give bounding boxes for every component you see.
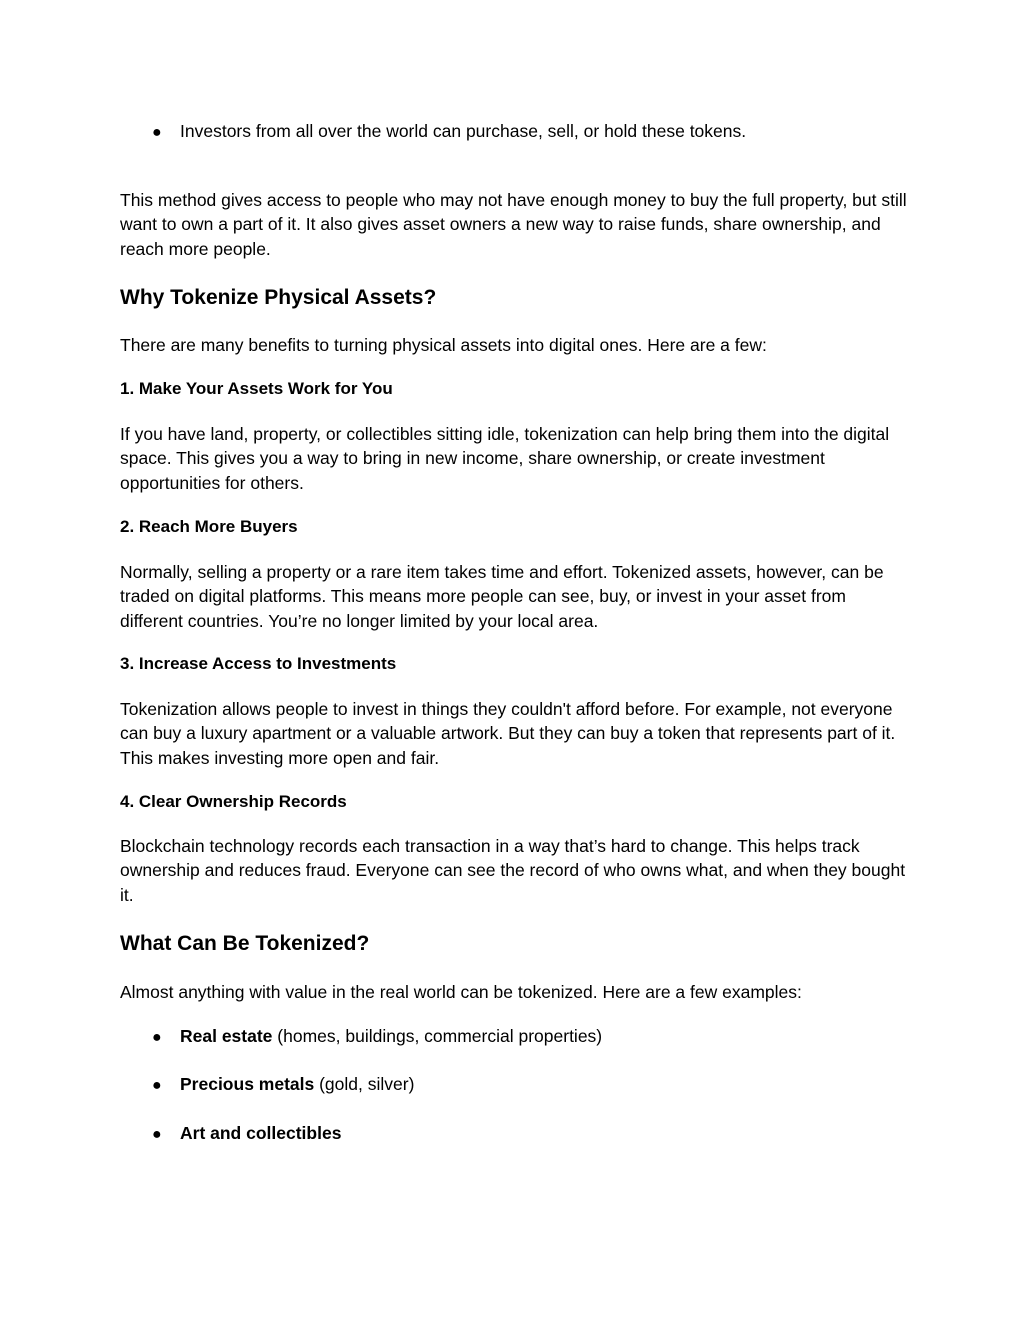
list-item-bold: Art and collectibles (180, 1123, 342, 1143)
list-item-text (180, 1072, 414, 1096)
list-item-text: Investors from all over the world can purchase, sell, or hold these tokens. (180, 121, 747, 141)
list-item (120, 119, 746, 145)
list-item (120, 1121, 341, 1147)
subheading-benefit-2: 2. Reach More Buyers (120, 517, 298, 536)
heading-why-tokenize: Why Tokenize Physical Assets? (120, 286, 437, 309)
bullet-icon: ● (152, 1126, 162, 1143)
list-item-rest: (homes, buildings, commercial properties) (272, 1026, 603, 1046)
list-item (120, 1024, 602, 1050)
list-item-text (180, 1121, 341, 1145)
paragraph-benefit-1: If you have land, property, or collectibles sitting idle, tokenization can help bring them into the digital space. This gives you a way to bring in new income, share ownership, or create investment opportunities for others. (120, 424, 890, 493)
list-item-bold: Precious metals (180, 1074, 315, 1094)
bullet-icon: ● (152, 124, 162, 141)
paragraph-benefit-3: Tokenization allows people to invest in things they couldn't afford before. For example, not everyone can buy a luxury apartment or a valuable artwork. But they can buy a token that represents part of it. This makes investing more open and fair. (120, 699, 896, 768)
bullet-icon: ● (152, 1029, 162, 1046)
list-item-bold: Real estate (180, 1026, 273, 1046)
subheading-benefit-3: 3. Increase Access to Investments (120, 654, 397, 673)
subheading-benefit-1: 1. Make Your Assets Work for You (120, 379, 393, 398)
list-item (120, 1072, 414, 1098)
paragraph-what-intro: Almost anything with value in the real world can be tokenized. Here are a few examples: (120, 982, 802, 1002)
list-item-text (180, 1024, 602, 1048)
paragraph-why-intro: There are many benefits to turning physical assets into digital ones. Here are a few: (120, 335, 767, 355)
heading-what-can-be-tokenized: What Can Be Tokenized? (120, 932, 370, 955)
paragraph-benefit-4: Blockchain technology records each transaction in a way that’s hard to change. This helps track ownership and reduces fraud. Everyone can see the record of who owns what, and when they bought it. (120, 836, 906, 905)
paragraph-access: This method gives access to people who may not have enough money to buy the full property, but still want to own a part of it. It also gives asset owners a new way to raise funds, share ownership, and reach more people. (120, 190, 907, 259)
list-item-rest: (gold, silver) (314, 1074, 415, 1094)
bullet-icon: ● (152, 1077, 162, 1094)
paragraph-benefit-2: Normally, selling a property or a rare item takes time and effort. Tokenized assets, however, can be traded on digital platforms. This means more people can see, buy, or invest in your asset from different countries. You’re no longer limited by your local area. (120, 562, 884, 631)
subheading-benefit-4: 4. Clear Ownership Records (120, 792, 347, 811)
